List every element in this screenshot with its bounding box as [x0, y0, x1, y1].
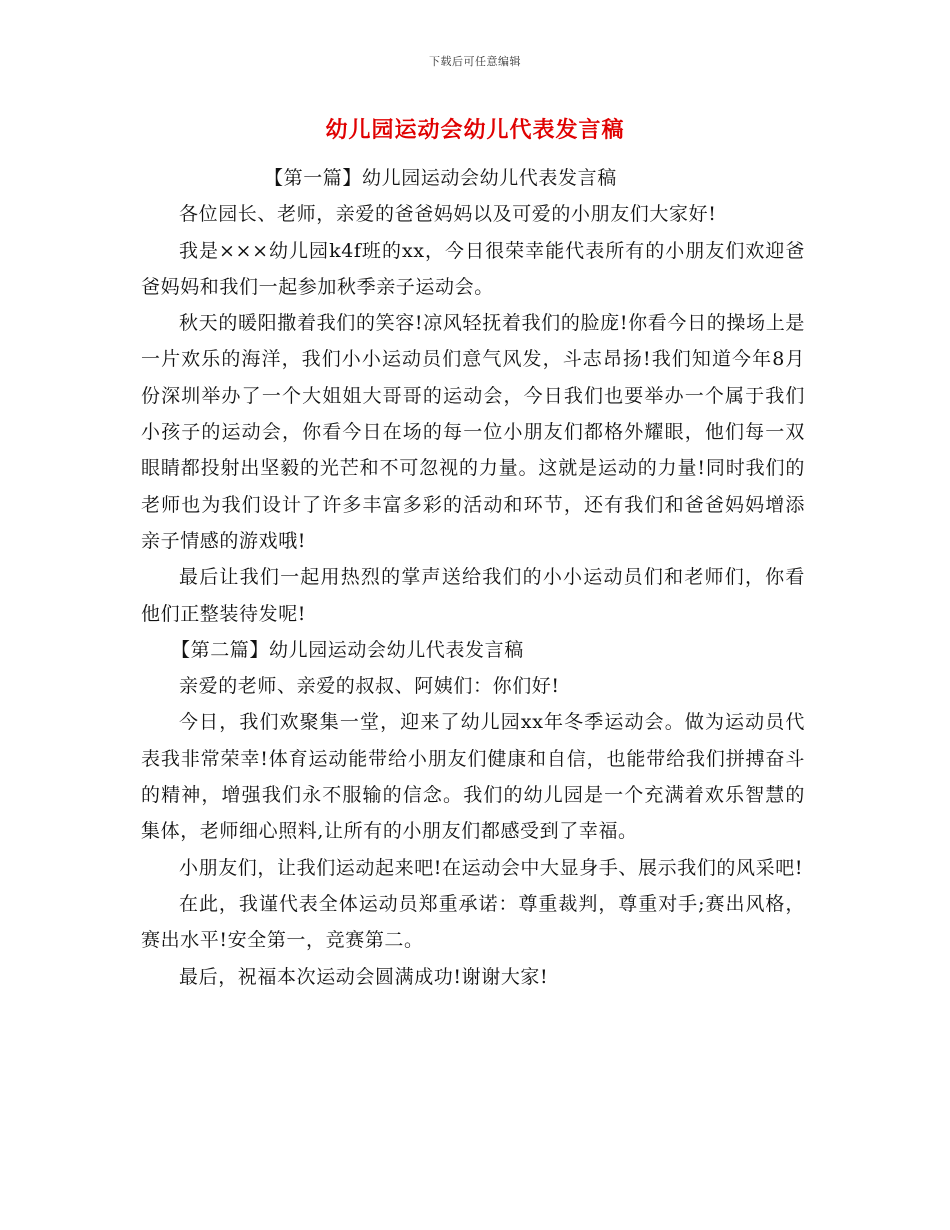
greeting-paragraph: 亲爱的老师、亲爱的叔叔、阿姨们：你们好!: [179, 675, 560, 698]
document-body: [141, 160, 805, 995]
section-heading-second: 【第二篇】幼儿园运动会幼儿代表发言稿: [171, 638, 524, 661]
closing-paragraph: 最后让我们一起用热烈的掌声送给我们的小小运动员们和老师们，你看他们正整装待发呢!: [141, 566, 805, 625]
section-heading-first: 【第一篇】幼儿园运动会幼儿代表发言稿: [264, 167, 617, 189]
page-header-note: 下载后可任意编辑: [429, 55, 521, 68]
intro-paragraph: 我是×××幼儿园k4f班的xx，今日很荣幸能代表所有的小朋友们欢迎爸爸妈妈和我们一起参加秋季亲子运动会。: [141, 239, 805, 298]
body-paragraph: 秋天的暖阳撒着我们的笑容!凉风轻抚着我们的脸庞!你看今日的操场上是一片欢乐的海洋，我们小小运动员们意气风发，斗志昂扬!我们知道今年8月份深圳举办了一个大姐姐大哥哥的运动会，今日我们也要举办一个属于我们小孩子的运动会，你看今日在场的每一位小朋友们都格外耀眼，他们每一双眼睛都投射出坚毅的光芒和不可忽视的力量。这就是运动的力量!同时我们的老师也为我们设计了许多丰富多彩的活动和环节，还有我们和爸爸妈妈增添亲子情感的游戏哦!: [141, 312, 805, 552]
pledge-paragraph: 在此，我谨代表全体运动员郑重承诺：尊重裁判，尊重对手;赛出风格，赛出水平!安全第一，竞赛第二。: [141, 892, 805, 952]
document-title: 幼儿园运动会幼儿代表发言稿: [325, 117, 625, 143]
body-paragraph: 小朋友们，让我们运动起来吧!在运动会中大显身手、展示我们的风采吧!: [179, 856, 804, 879]
body-paragraph: 今日，我们欢聚集一堂，迎来了幼儿园xx年冬季运动会。做为运动员代表我非常荣幸!体育运动能带给小朋友们健康和自信，也能带给我们拼搏奋斗的精神，增强我们永不服输的信念。我们的幼儿园是一个充满着欢乐智慧的集体，老师细心照料,让所有的小朋友们都感受到了幸福。: [141, 711, 805, 843]
greeting-paragraph: 各位园长、老师，亲爱的爸爸妈妈以及可爱的小朋友们大家好!: [179, 203, 717, 226]
closing-paragraph: 最后，祝福本次运动会圆满成功!谢谢大家!: [179, 965, 549, 988]
